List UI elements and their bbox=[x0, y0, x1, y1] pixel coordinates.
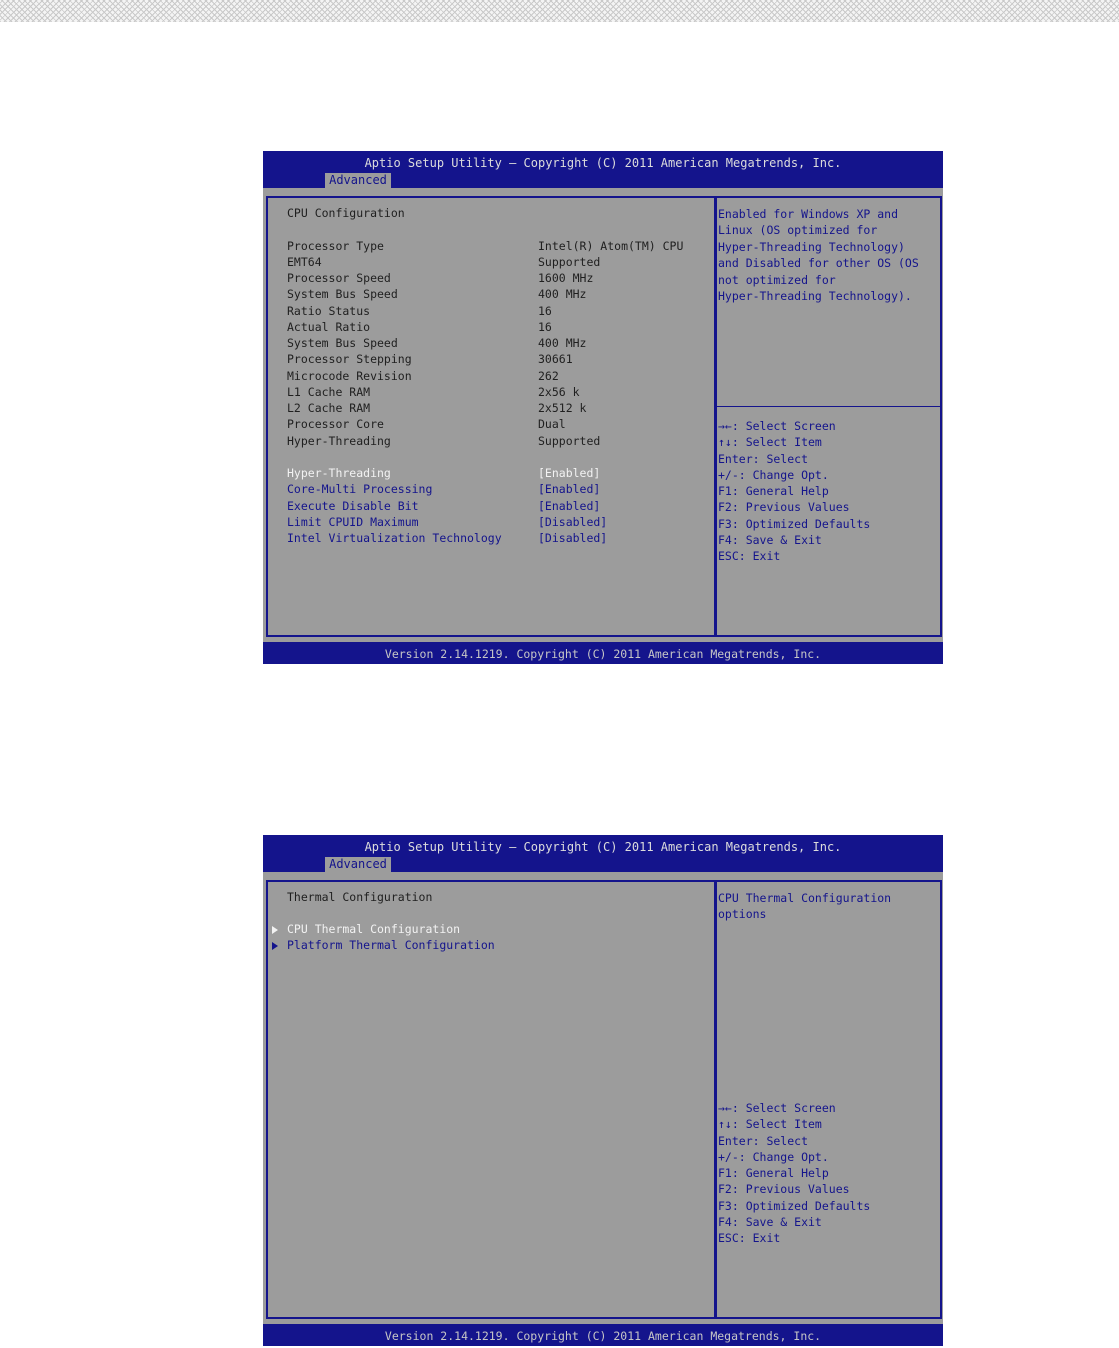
info-value: 400 MHz bbox=[538, 336, 587, 350]
key-save-exit: F4: Save & Exit bbox=[718, 533, 822, 548]
info-value: Supported bbox=[538, 255, 601, 269]
info-value: 400 MHz bbox=[538, 287, 587, 301]
key-optimized-defaults: F3: Optimized Defaults bbox=[718, 516, 871, 531]
option-intel-virtualization-value[interactable]: [Disabled] bbox=[538, 531, 608, 545]
bios-header bbox=[263, 835, 943, 872]
info-label: System Bus Speed bbox=[287, 336, 398, 350]
key-general-help: F1: General Help bbox=[718, 484, 829, 499]
info-value: Dual bbox=[538, 417, 566, 431]
info-value: Supported bbox=[538, 434, 601, 448]
key-esc-exit: ESC: Exit bbox=[718, 549, 781, 564]
info-label: Ratio Status bbox=[287, 304, 371, 318]
key-change-opt: +/-: Change Opt. bbox=[718, 1149, 829, 1164]
info-label: System Bus Speed bbox=[287, 287, 398, 301]
help-pane bbox=[714, 880, 942, 1319]
submenu-arrow-icon bbox=[272, 942, 278, 950]
info-label: L2 Cache RAM bbox=[287, 401, 371, 415]
info-value: Intel(R) Atom(TM) CPU bbox=[538, 239, 684, 253]
info-value: 1600 MHz bbox=[538, 271, 594, 285]
option-limit-cpuid-maximum-value[interactable]: [Disabled] bbox=[538, 515, 608, 529]
settings-pane bbox=[266, 196, 717, 637]
info-value: 16 bbox=[538, 320, 552, 334]
item-help-text: CPU Thermal Configuration options bbox=[718, 891, 892, 922]
info-label: Hyper-Threading bbox=[287, 434, 391, 448]
item-help-text: Enabled for Windows XP and Linux (OS optimized for Hyper-Threading Technology) and Disabled for other OS (OS not optimized for Hyper-Threading Technology). bbox=[718, 207, 919, 304]
submenu-cpu-thermal-configuration[interactable]: CPU Thermal Configuration bbox=[287, 922, 461, 936]
key-esc-exit: ESC: Exit bbox=[718, 1231, 781, 1246]
bios-screen-cpu-configuration bbox=[263, 151, 943, 664]
key-save-exit: F4: Save & Exit bbox=[718, 1215, 822, 1230]
option-execute-disable-bit[interactable]: Execute Disable Bit bbox=[287, 499, 419, 513]
key-legend bbox=[718, 418, 938, 565]
info-label: Processor Core bbox=[287, 417, 384, 431]
option-core-multi-processing[interactable]: Core-Multi Processing bbox=[287, 482, 433, 496]
key-enter-select: Enter: Select bbox=[718, 1133, 809, 1148]
key-previous-values: F2: Previous Values bbox=[718, 500, 850, 515]
help-pane bbox=[714, 196, 942, 637]
help-divider bbox=[716, 406, 940, 407]
bios-title: Aptio Setup Utility – Copyright (C) 2011 American Megatrends, Inc. bbox=[364, 840, 842, 854]
key-general-help: F1: General Help bbox=[718, 1166, 829, 1181]
info-label: EMT64 bbox=[287, 255, 322, 269]
info-label: Processor Speed bbox=[287, 271, 391, 285]
bios-title: Aptio Setup Utility – Copyright (C) 2011 American Megatrends, Inc. bbox=[364, 156, 842, 170]
info-label: Processor Stepping bbox=[287, 352, 412, 366]
submenu-platform-thermal-configuration[interactable]: Platform Thermal Configuration bbox=[287, 938, 495, 952]
option-limit-cpuid-maximum[interactable]: Limit CPUID Maximum bbox=[287, 515, 419, 529]
option-intel-virtualization[interactable]: Intel Virtualization Technology bbox=[287, 531, 502, 545]
key-change-opt: +/-: Change Opt. bbox=[718, 467, 829, 482]
option-hyper-threading[interactable]: Hyper-Threading bbox=[287, 466, 391, 480]
info-value: 2x56 k bbox=[538, 385, 580, 399]
info-value: 262 bbox=[538, 369, 559, 383]
settings-pane bbox=[266, 880, 717, 1319]
option-core-multi-processing-value[interactable]: [Enabled] bbox=[538, 482, 601, 496]
section-title: CPU Configuration bbox=[287, 206, 405, 220]
option-hyper-threading-value[interactable]: [Enabled] bbox=[538, 466, 601, 480]
key-select-screen: →←: Select Screen bbox=[718, 419, 836, 433]
bios-header bbox=[263, 151, 943, 188]
tab-advanced[interactable]: Advanced bbox=[325, 857, 391, 872]
info-label: Processor Type bbox=[287, 239, 384, 253]
section-title: Thermal Configuration bbox=[287, 890, 433, 904]
key-select-screen: →←: Select Screen bbox=[718, 1101, 836, 1115]
key-legend bbox=[718, 1100, 938, 1247]
info-value: 2x512 k bbox=[538, 401, 587, 415]
submenu-arrow-icon bbox=[272, 926, 278, 934]
key-previous-values: F2: Previous Values bbox=[718, 1182, 850, 1197]
bios-footer: Version 2.14.1219. Copyright (C) 2011 American Megatrends, Inc. bbox=[263, 642, 943, 664]
info-value: 30661 bbox=[538, 352, 573, 366]
bios-screen-thermal-configuration bbox=[263, 835, 943, 1346]
info-label: L1 Cache RAM bbox=[287, 385, 371, 399]
tab-advanced[interactable]: Advanced bbox=[325, 173, 391, 188]
info-label: Actual Ratio bbox=[287, 320, 371, 334]
info-label: Microcode Revision bbox=[287, 369, 412, 383]
key-select-item: ↑↓: Select Item bbox=[718, 435, 822, 450]
key-enter-select: Enter: Select bbox=[718, 451, 809, 466]
info-value: 16 bbox=[538, 304, 552, 318]
key-select-item: ↑↓: Select Item bbox=[718, 1117, 822, 1132]
bios-footer: Version 2.14.1219. Copyright (C) 2011 American Megatrends, Inc. bbox=[263, 1324, 943, 1346]
page-top-band bbox=[0, 0, 1119, 22]
option-execute-disable-bit-value[interactable]: [Enabled] bbox=[538, 499, 601, 513]
key-optimized-defaults: F3: Optimized Defaults bbox=[718, 1198, 871, 1213]
